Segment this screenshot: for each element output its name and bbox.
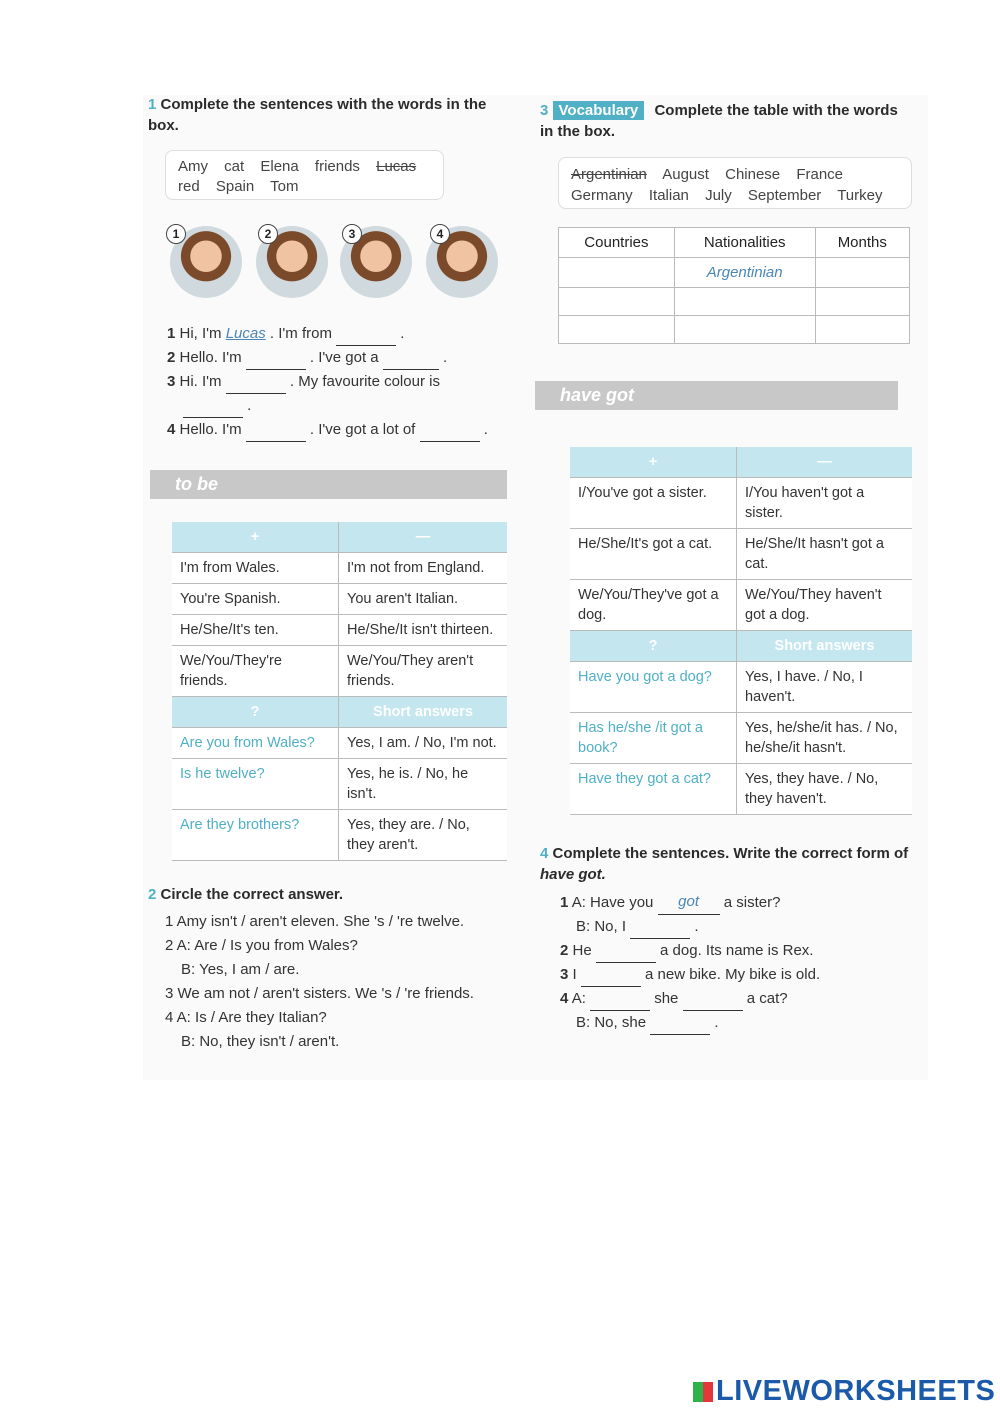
question-cell: Have you got a dog? bbox=[570, 662, 737, 713]
table-cell[interactable] bbox=[559, 316, 675, 344]
table-cell[interactable] bbox=[815, 316, 909, 344]
negative-cell: We/You/They haven't got a dog. bbox=[737, 580, 913, 631]
ex4-instruction-em: have got. bbox=[540, 866, 606, 883]
table-cell[interactable] bbox=[559, 288, 675, 316]
word: cat bbox=[224, 158, 245, 175]
word: Italian bbox=[648, 187, 689, 204]
have-got-title: have got bbox=[535, 381, 898, 410]
negative-cell: You aren't Italian. bbox=[339, 584, 508, 615]
ex1-header bbox=[148, 94, 508, 136]
ex2-number: 2 bbox=[148, 886, 157, 903]
table-cell[interactable] bbox=[815, 288, 909, 316]
answer-blank[interactable] bbox=[420, 441, 480, 442]
answer-blank[interactable] bbox=[226, 393, 286, 394]
negative-cell: He/She/It hasn't got a cat. bbox=[737, 529, 913, 580]
plus-sign: + bbox=[570, 447, 737, 478]
to-be-title: to be bbox=[150, 470, 507, 499]
word: Tom bbox=[270, 178, 299, 195]
negative-cell: We/You/They aren't friends. bbox=[339, 646, 508, 697]
question-cell: Has he/she /it got a book? bbox=[570, 713, 737, 764]
photo-badge: 1 bbox=[166, 224, 186, 244]
word: Amy bbox=[178, 158, 208, 175]
question-cell: Is he twelve? bbox=[172, 759, 339, 810]
question-cell: Have they got a cat? bbox=[570, 764, 737, 815]
word: September bbox=[747, 187, 822, 204]
affirmative-cell: He/She/It's ten. bbox=[172, 615, 339, 646]
col-countries: Countries bbox=[559, 228, 675, 258]
have-got-table bbox=[570, 447, 912, 815]
word: red bbox=[178, 178, 200, 195]
word-struck: Argentinian bbox=[571, 166, 647, 183]
col-months: Months bbox=[815, 228, 909, 258]
table-cell[interactable] bbox=[674, 288, 815, 316]
ex2-line[interactable]: 2 A: Are / Is you from Wales? bbox=[165, 937, 358, 954]
photo-badge: 2 bbox=[258, 224, 278, 244]
plus-sign: + bbox=[172, 522, 339, 553]
word: Elena bbox=[260, 158, 299, 175]
table-cell[interactable] bbox=[674, 316, 815, 344]
short-answer-cell: Yes, he/she/it has. / No, he/she/it hasn't. bbox=[737, 713, 913, 764]
word: Turkey bbox=[837, 187, 883, 204]
vocabulary-tag: Vocabulary bbox=[553, 101, 645, 120]
liveworksheets-logo[interactable]: LIVEWORKSHEETS bbox=[693, 1375, 995, 1408]
affirmative-cell: We/You/They've got a dog. bbox=[570, 580, 737, 631]
ex4-lines bbox=[560, 890, 910, 1035]
liveworksheets-logo-icon bbox=[693, 1382, 713, 1402]
minus-sign: — bbox=[339, 522, 508, 553]
short-answer-cell: Yes, I have. / No, I haven't. bbox=[737, 662, 913, 713]
answer-blank[interactable] bbox=[650, 1034, 710, 1035]
ex2-line[interactable]: B: Yes, I am / are. bbox=[181, 961, 300, 978]
word: July bbox=[705, 187, 732, 204]
ex2-line[interactable]: 1 Amy isn't / aren't eleven. She 's / 're twelve. bbox=[165, 913, 465, 930]
negative-cell: He/She/It isn't thirteen. bbox=[339, 615, 508, 646]
to-be-table bbox=[172, 522, 507, 861]
ex1-number: 1 bbox=[148, 96, 157, 113]
ex2-lines bbox=[165, 910, 525, 1054]
affirmative-cell: We/You/They're friends. bbox=[172, 646, 339, 697]
word: Spain bbox=[215, 178, 255, 195]
ex2-line[interactable]: B: No, they isn't / aren't. bbox=[181, 1033, 340, 1050]
short-answer-cell: Yes, they are. / No, they aren't. bbox=[339, 810, 508, 861]
ex3-number: 3 bbox=[540, 102, 549, 119]
ex3-header bbox=[540, 100, 910, 142]
short-answers-label: Short answers bbox=[737, 631, 913, 662]
affirmative-cell: He/She/It's got a cat. bbox=[570, 529, 737, 580]
ex4-header bbox=[540, 843, 910, 885]
answer-blank[interactable] bbox=[246, 441, 306, 442]
ex1-sentence-4: 4 Hello. I'm . I've got a lot of . bbox=[167, 418, 507, 442]
short-answers-label: Short answers bbox=[339, 697, 508, 728]
question-cell: Are they brothers? bbox=[172, 810, 339, 861]
ex4-line-2: 2 He a dog. Its name is Rex. bbox=[560, 939, 910, 963]
ex2-line[interactable]: 3 We am not / aren't sisters. We 's / 're friends. bbox=[165, 985, 474, 1002]
word: France bbox=[796, 166, 844, 183]
ex2-line[interactable]: 4 A: Is / Are they Italian? bbox=[165, 1009, 327, 1026]
word: friends bbox=[314, 158, 360, 175]
col-nationalities: Nationalities bbox=[674, 228, 815, 258]
ex1-sentence-1: 1 Hi, I'm Lucas . I'm from . bbox=[167, 322, 507, 346]
ex4-number: 4 bbox=[540, 845, 549, 862]
ex4-line-3: 3 I a new bike. My bike is old. bbox=[560, 963, 910, 987]
affirmative-cell: I'm from Wales. bbox=[172, 553, 339, 584]
negative-cell: I/You haven't got a sister. bbox=[737, 478, 913, 529]
word: Chinese bbox=[725, 166, 781, 183]
question-cell: Are you from Wales? bbox=[172, 728, 339, 759]
table-cell[interactable] bbox=[815, 258, 909, 288]
ex3-word-box bbox=[558, 157, 912, 209]
affirmative-cell: You're Spanish. bbox=[172, 584, 339, 615]
negative-cell: I'm not from England. bbox=[339, 553, 508, 584]
short-answer-cell: Yes, they have. / No, they haven't. bbox=[737, 764, 913, 815]
ex4-line-1b: B: No, I . bbox=[560, 915, 910, 939]
ex1-word-box bbox=[165, 150, 444, 200]
answer-got[interactable]: got bbox=[658, 890, 720, 915]
ex4-instruction: Complete the sentences. Write the correct form of bbox=[552, 845, 909, 862]
short-answer-cell: Yes, I am. / No, I'm not. bbox=[339, 728, 508, 759]
word: Germany bbox=[571, 187, 633, 204]
ex2-header bbox=[148, 884, 508, 905]
minus-sign: — bbox=[737, 447, 913, 478]
answer-lucas[interactable]: Lucas bbox=[225, 325, 266, 342]
vocabulary-table bbox=[558, 227, 910, 344]
question-sign: ? bbox=[172, 697, 339, 728]
short-answer-cell: Yes, he is. / No, he isn't. bbox=[339, 759, 508, 810]
ex3-instruction: Complete the table with the words in the box. bbox=[540, 102, 898, 140]
ex1-sentence-3: 3 Hi. I'm . My favourite colour is . bbox=[167, 370, 507, 418]
ex4-line-4b: B: No, she . bbox=[560, 1011, 910, 1035]
photo-badge: 4 bbox=[430, 224, 450, 244]
ex2-instruction: Circle the correct answer. bbox=[160, 886, 344, 903]
ex1-sentences bbox=[167, 322, 507, 442]
ex1-sentence-2: 2 Hello. I'm . I've got a . bbox=[167, 346, 507, 370]
ex4-line-1: 1 A: Have you got a sister? bbox=[560, 890, 910, 915]
affirmative-cell: I/You've got a sister. bbox=[570, 478, 737, 529]
word-struck: Lucas bbox=[376, 158, 417, 175]
ex4-line-4: 4 A: she a cat? bbox=[560, 987, 910, 1011]
word: August bbox=[662, 166, 709, 183]
ex1-instruction: Complete the sentences with the words in the box. bbox=[148, 96, 487, 134]
table-cell[interactable] bbox=[559, 258, 675, 288]
table-cell-example: Argentinian bbox=[674, 258, 815, 288]
photo-badge: 3 bbox=[342, 224, 362, 244]
question-sign: ? bbox=[570, 631, 737, 662]
